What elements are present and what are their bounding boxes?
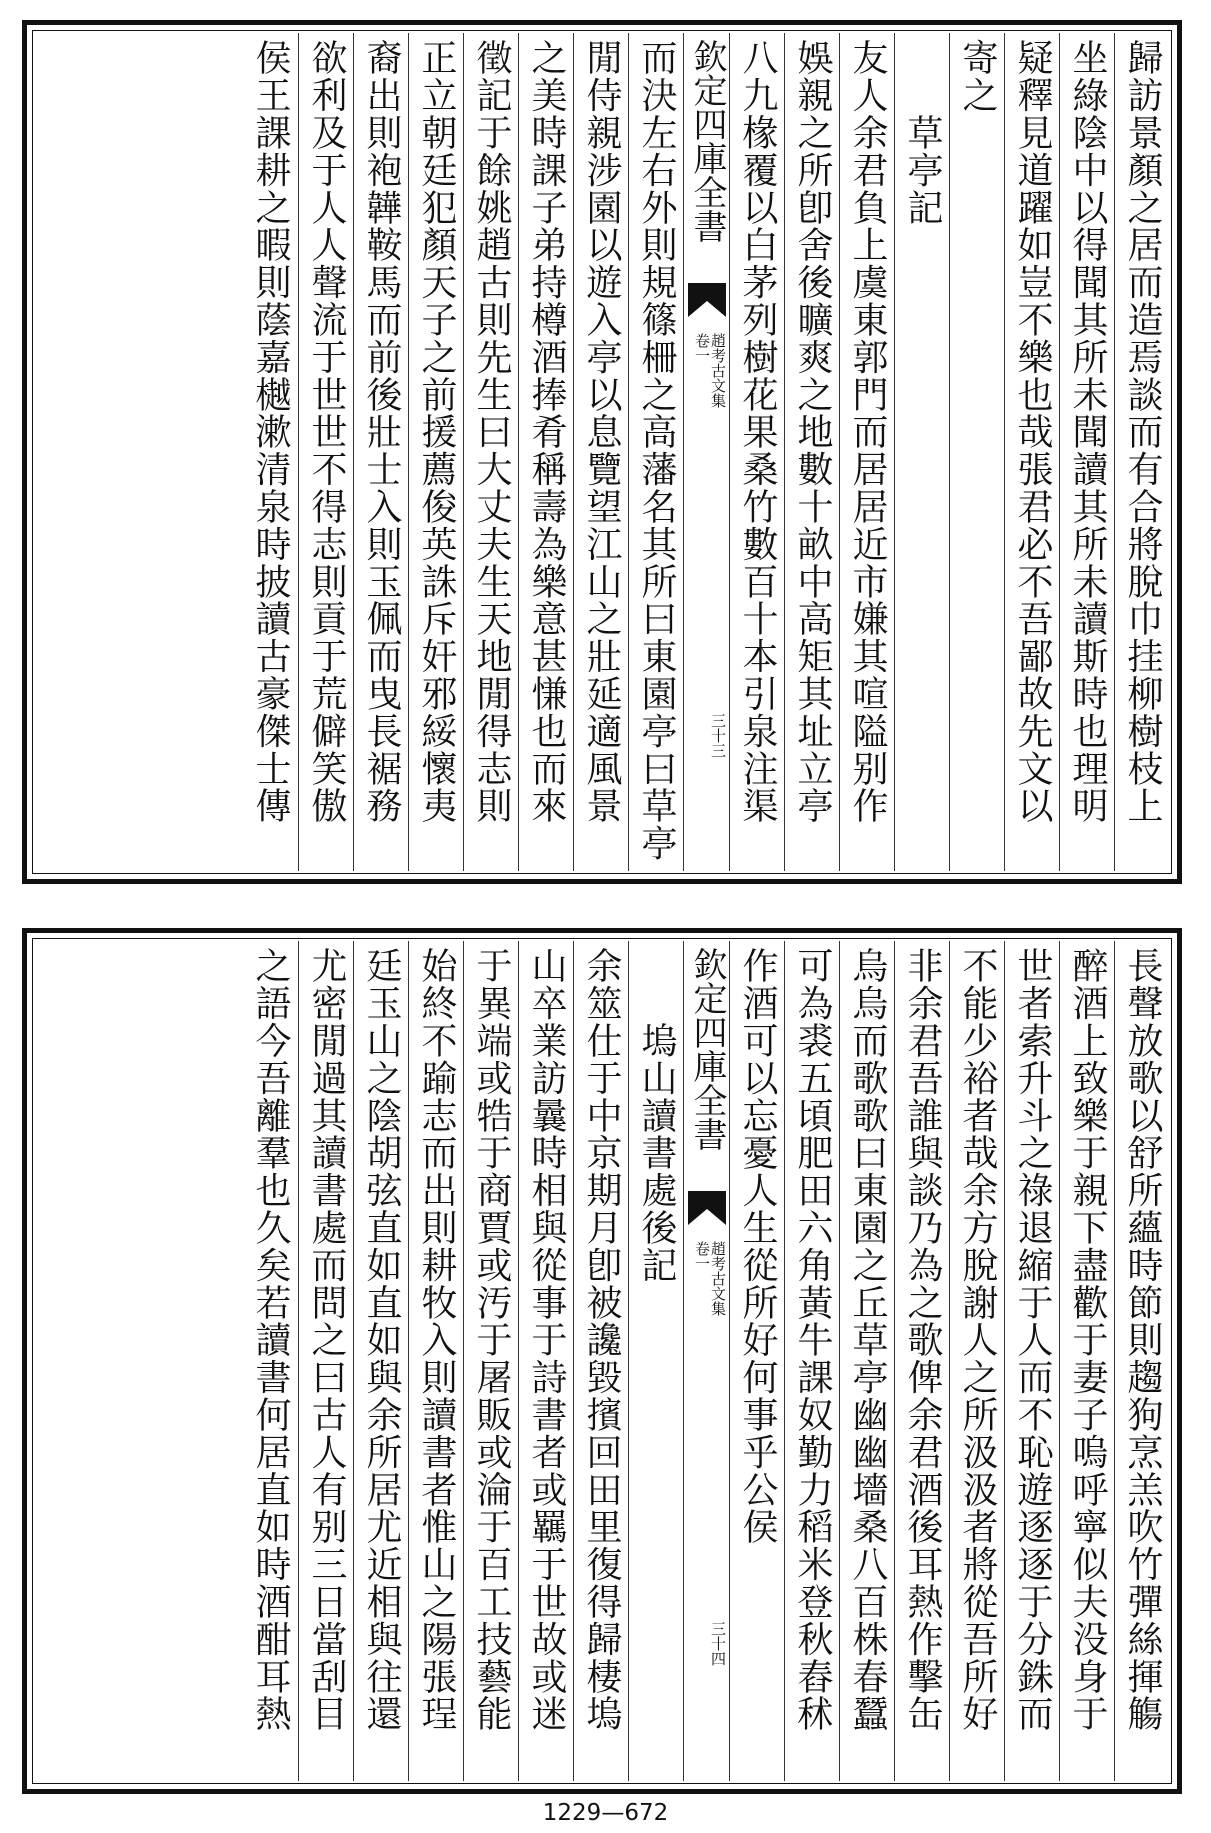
text-column [628, 941, 683, 1781]
column-text: 非余君吾誰與談乃為之歌俾余君酒後耳熱作擊缶 [902, 947, 943, 1733]
folio-number: 三十四 [709, 1621, 727, 1666]
book-title: 趙考古文集 [709, 333, 727, 408]
page-two-columns [35, 941, 1169, 1781]
section-title: 草亭記 [902, 39, 943, 226]
text-column [1004, 33, 1059, 871]
text-column [298, 941, 353, 1781]
text-column [839, 941, 894, 1781]
text-column [1114, 33, 1169, 871]
text-column [408, 33, 463, 871]
column-text: 可為裘五頃肥田六角黃牛課奴勤力稻米登秋舂秫 [792, 947, 833, 1733]
column-text: 于異端或牿于商賈或汚于屠販或淪于百工技藝能 [471, 947, 512, 1733]
column-text: 世者索升斗之祿退縮于人而不恥遊逐逐于分銖而 [1012, 947, 1053, 1733]
text-column [784, 33, 839, 871]
book-title: 趙考古文集 [709, 1241, 727, 1316]
text-column [518, 33, 573, 871]
column-text: 疑釋見道躍如豈不樂也哉張君必不吾鄙故先文以 [1012, 39, 1053, 825]
fish-tail-mark-icon [688, 1191, 726, 1227]
column-text: 欲利及于人人聲流于世世不得志則貢于荒僻笑傲 [306, 39, 347, 825]
column-text: 之美時課子弟持樽酒捧肴稱壽為樂意甚慊也而來 [526, 39, 567, 825]
text-column [628, 33, 683, 871]
page-one [22, 20, 1182, 884]
page-footer-number: 1229—672 [542, 1800, 669, 1826]
text-column [949, 33, 1004, 871]
text-column [408, 941, 463, 1781]
series-title: 欽定四庫全書 [687, 39, 727, 243]
column-text: 閒侍親涉園以遊入亭以息覽望江山之壯延適風景 [581, 39, 622, 825]
text-column [243, 941, 298, 1781]
text-column [729, 33, 784, 871]
column-text: 作酒可以忘憂人生從所好何事乎公侯 [737, 947, 778, 1546]
column-text: 裔出則袍韡鞍馬而前後壯士入則玉佩而曳長裾務 [361, 39, 402, 825]
center-fold-column [683, 33, 729, 871]
text-column [1114, 941, 1169, 1781]
column-text: 余筮仕于中京期月卽被讒毀擯回田里復得歸棲塢 [581, 947, 622, 1733]
page-two [22, 928, 1182, 1794]
text-column [839, 33, 894, 871]
center-fold-column [683, 941, 729, 1781]
text-column [949, 941, 1004, 1781]
text-column [463, 33, 518, 871]
text-column [1059, 33, 1114, 871]
text-column [298, 33, 353, 871]
text-column [243, 33, 298, 871]
folio-number: 三十三 [709, 713, 727, 758]
text-column [353, 941, 408, 1781]
volume-label: 卷一 [693, 1241, 711, 1271]
text-column [518, 941, 573, 1781]
text-column [1059, 941, 1114, 1781]
column-text: 侯王課耕之暇則蔭嘉樾漱清泉時披讀古豪傑士傳 [250, 39, 291, 825]
text-column [353, 33, 408, 871]
column-text: 醉酒上致樂于親下盡歡于妻子嗚呼寧似夫没身于 [1067, 947, 1108, 1733]
column-text: 娛親之所卽舍後曠爽之地數十畝中高矩其址立亭 [792, 39, 833, 825]
text-column [573, 33, 628, 871]
text-column [1004, 941, 1059, 1781]
column-text: 寄之 [957, 39, 998, 114]
column-text: 不能少裕者哉余方脫謝人之所汲汲者將從吾所好 [957, 947, 998, 1733]
column-text: 坐綠陰中以得聞其所未聞讀其所未讀斯時也理明 [1067, 39, 1108, 825]
column-text: 而決左右外則規篠柵之高藩名其所曰東園亭曰草亭 [636, 39, 677, 862]
column-text: 烏烏而歌歌曰東園之丘草亭幽幽墻桑八百株春蠶 [847, 947, 888, 1733]
series-title: 欽定四庫全書 [687, 947, 727, 1151]
column-text: 之語今吾離羣也久矣若讀書何居直如時酒酣耳熱 [250, 947, 291, 1733]
column-text: 正立朝廷犯顏天子之前援薦俊英誅斥奸邪綏懷夷 [416, 39, 457, 825]
column-text: 始終不踰志而出則耕牧入則讀書者惟山之陽張珵 [416, 947, 457, 1733]
fish-tail-mark-icon [688, 283, 726, 319]
column-text: 廷玉山之陰胡弦直如直如與余所居尤近相與往還 [361, 947, 402, 1733]
column-text: 八九椽覆以白茅列樹花果桑竹數百十本引泉注渠 [737, 39, 778, 825]
volume-label: 卷一 [693, 333, 711, 363]
text-column [784, 941, 839, 1781]
column-text: 尤密閒過其讀書處而問之曰古人有别三日當刮目 [306, 947, 347, 1733]
column-text: 徵記于餘姚趙古則先生曰大丈夫生天地閒得志則 [471, 39, 512, 825]
column-text: 山卒業訪曩時相與從事于詩書者或羈于世故或迷 [526, 947, 567, 1733]
column-text: 長聲放歌以舒所蘊時節則趨狗烹羔吹竹彈絲揮觴 [1122, 947, 1163, 1733]
text-column [894, 33, 949, 871]
column-text: 歸訪景顏之居而造焉談而有合將脫巾挂柳樹枝上 [1122, 39, 1163, 825]
text-column [573, 941, 628, 1781]
column-text: 友人余君負上虞東郭門而居居近市嫌其喧隘别作 [847, 39, 888, 825]
text-column [463, 941, 518, 1781]
text-column [894, 941, 949, 1781]
section-title: 塢山讀書處後記 [636, 947, 677, 1284]
page-one-columns [35, 33, 1169, 871]
text-column [729, 941, 784, 1781]
